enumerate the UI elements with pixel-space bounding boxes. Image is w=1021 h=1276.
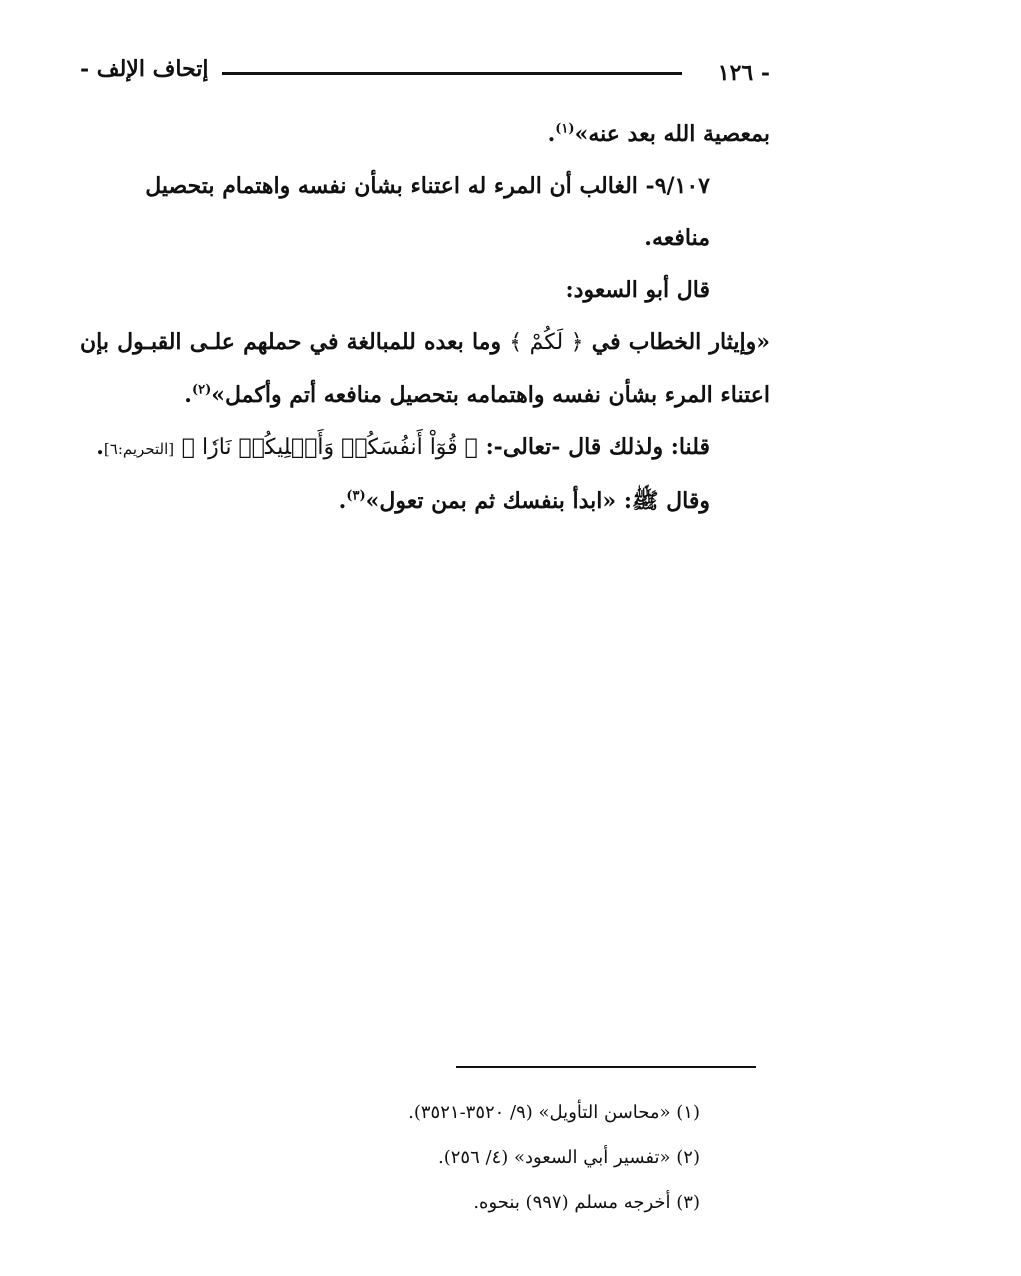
paragraph-qulna: قلنا: ولذلك قال -تعالى-: ﴿ قُوٓاْ أَنفُسَكُمۡ وَأَهۡلِيكُمۡ نَارٗا ﴾ [التحريم:٦]. <box>96 434 710 460</box>
footnote-ref-3: (٣) <box>346 488 366 504</box>
footnote-1: (١) «محاسن التأويل» (٩/ ٣٥٢٠-٣٥٢١). <box>408 1102 700 1123</box>
quran-verse-lakum: ﴿ لَكُمْ ﴾ <box>509 330 584 355</box>
paragraph-quote: «وإيثار الخطاب في ﴿ لَكُمْ ﴾ وما بعده للمبالغة في حملهم علـى القبـول بإن اعتناء المرء بشأن نفسه واهتمامه بتحصيل منافعه أتم وأكمل»$^{(٢)}$. <box>80 329 771 408</box>
header-rule <box>222 72 682 75</box>
book-title: إتحاف الإلف - <box>80 56 209 82</box>
text-line-continuation: بمعصية الله بعد عنه»$^{(١)}$. <box>547 121 770 147</box>
paragraph-107: ٩/١٠٧- الغالب أن المرء له اعتناء بشأن نفسه واهتمام بتحصيل منافعه. <box>145 173 710 251</box>
paragraph-abu-alsuud: قال أبو السعود: <box>565 277 710 303</box>
page-header <box>80 52 770 96</box>
footnotes <box>300 1090 700 1225</box>
footnote-ref-2: (٢) <box>191 382 212 398</box>
footnote-ref-1: (١) <box>555 121 575 137</box>
paragraph-hadith: وقال ﷺ: «ابدأ بنفسك ثم بمن تعول»$^{(٣)}$. <box>338 488 710 514</box>
footnote-3: (٣) أخرجه مسلم (٩٩٧) بنحوه. <box>473 1192 700 1213</box>
footnote-2: (٢) «تفسير أبي السعود» (٤/ ٢٥٦). <box>438 1147 700 1168</box>
main-text <box>80 108 770 527</box>
page-number: - ١٢٦ <box>717 60 770 86</box>
footnote-separator <box>456 1066 756 1068</box>
quran-verse-tahrim: ﴿ قُوٓاْ أَنفُسَكُمۡ وَأَهۡلِيكُمۡ نَارٗا ﴾ <box>181 435 478 460</box>
surah-reference: [التحريم:٦] <box>103 440 175 458</box>
